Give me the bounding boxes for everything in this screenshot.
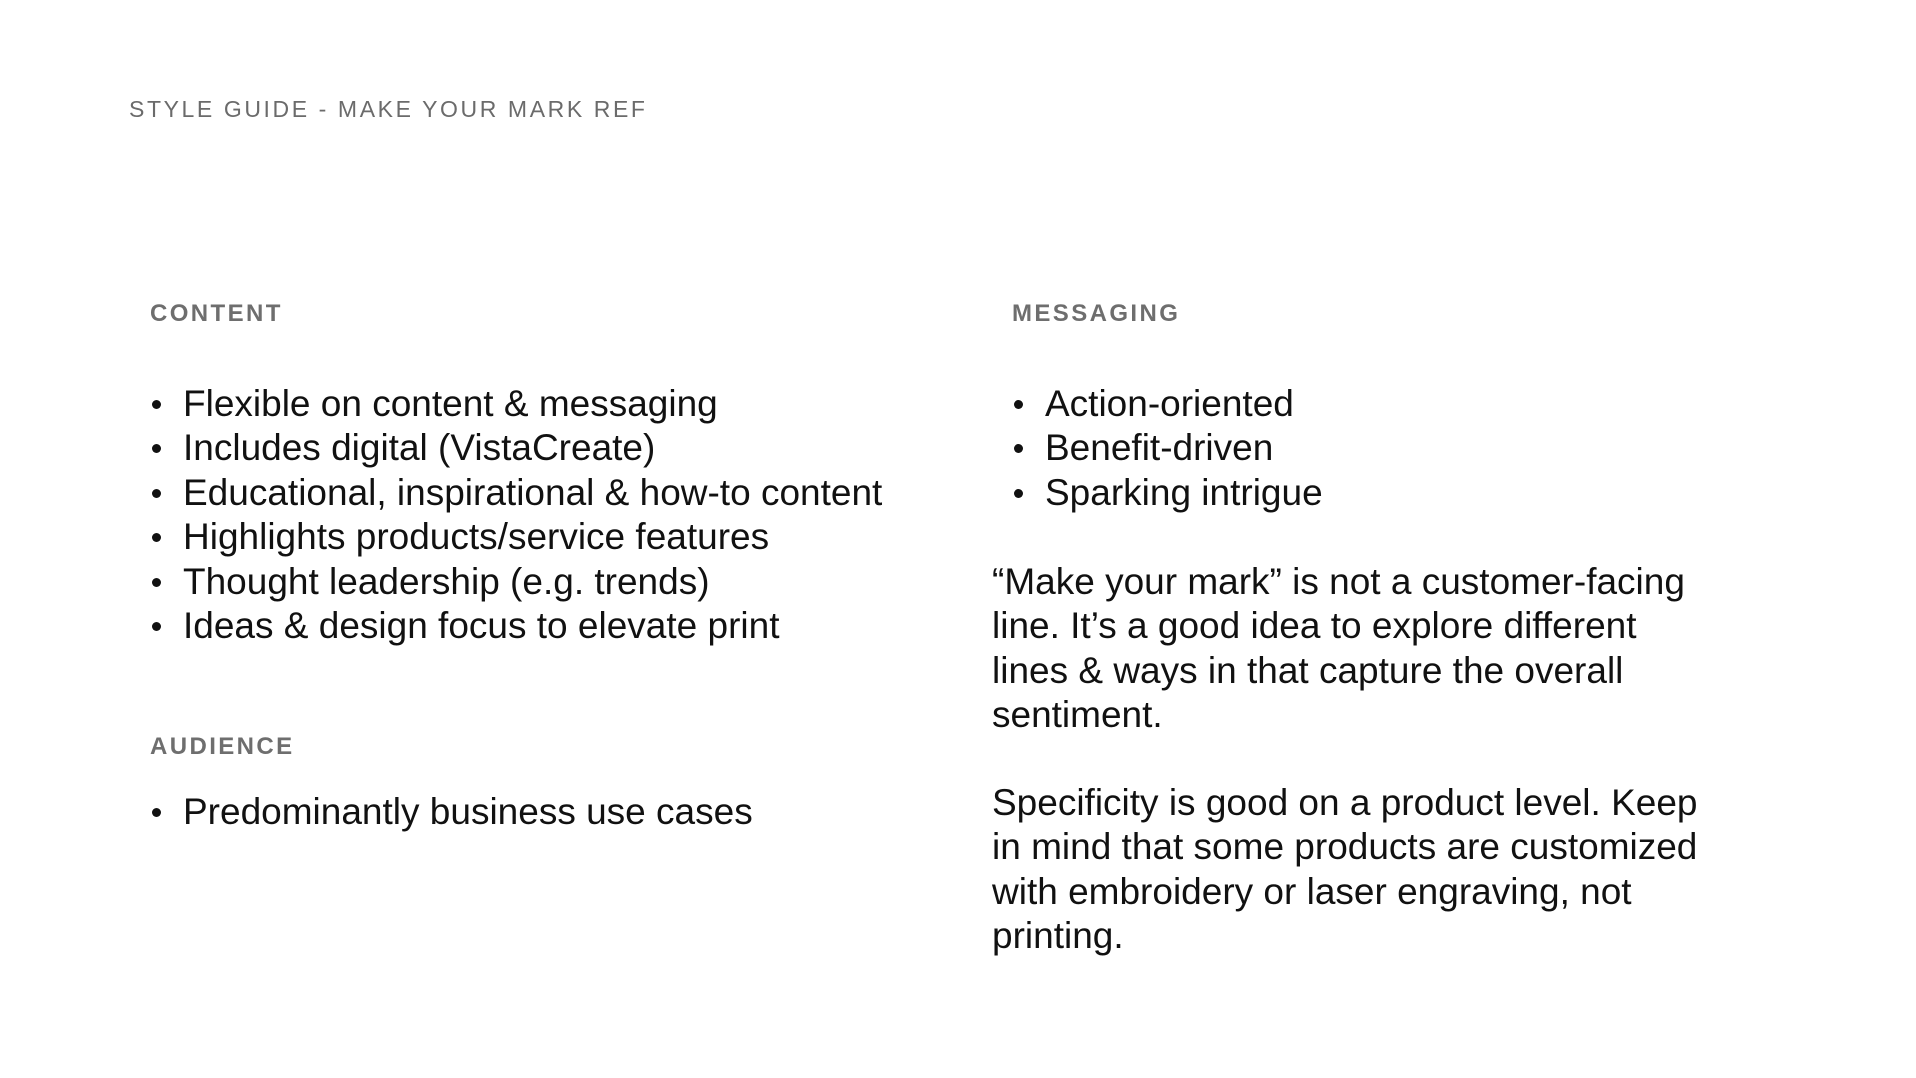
list-item-text: Highlights products/service features bbox=[183, 516, 770, 558]
list-item-text: Sparking intrigue bbox=[1045, 471, 1323, 513]
list-item-text: Educational, inspirational & how-to content bbox=[183, 471, 883, 513]
bullet-icon bbox=[1014, 444, 1023, 453]
list-item bbox=[150, 560, 882, 604]
list-item-text: Ideas & design focus to elevate print bbox=[183, 605, 780, 647]
bullet-icon bbox=[152, 533, 161, 542]
list-item-text: Includes digital (VistaCreate) bbox=[183, 427, 656, 469]
content-list bbox=[150, 382, 882, 648]
bullet-icon bbox=[152, 808, 161, 817]
bullet-icon bbox=[152, 578, 161, 587]
bullet-icon bbox=[152, 444, 161, 453]
list-item bbox=[150, 790, 753, 834]
messaging-paragraph: Specificity is good on a product level. Keep in mind that some products are customized with embroidery or laser engraving, not printing. bbox=[992, 782, 1698, 957]
list-item-text: Action-oriented bbox=[1045, 383, 1294, 424]
content-heading: CONTENT bbox=[150, 300, 283, 327]
bullet-icon bbox=[1014, 400, 1023, 409]
audience-heading: AUDIENCE bbox=[150, 733, 295, 760]
bullet-icon bbox=[152, 400, 161, 409]
list-item-text: Flexible on content & messaging bbox=[183, 383, 718, 424]
list-item bbox=[150, 515, 882, 559]
list-item bbox=[1012, 426, 1323, 470]
list-item-text: Benefit-driven bbox=[1045, 427, 1274, 469]
messaging-paragraph: “Make your mark” is not a customer-facing line. It’s a good idea to explore different lines & ways in that capture the overall sentiment. bbox=[992, 561, 1685, 736]
bullet-icon bbox=[152, 622, 161, 631]
audience-list bbox=[150, 790, 753, 834]
bullet-icon bbox=[152, 489, 161, 498]
messaging-heading: MESSAGING bbox=[1012, 300, 1181, 327]
list-item bbox=[150, 604, 882, 648]
list-item bbox=[150, 471, 882, 515]
messaging-list bbox=[1012, 382, 1323, 515]
bullet-icon bbox=[1014, 489, 1023, 498]
list-item bbox=[1012, 471, 1323, 515]
list-item bbox=[150, 382, 882, 426]
list-item bbox=[1012, 382, 1323, 426]
list-item-text: Thought leadership (e.g. trends) bbox=[183, 560, 710, 602]
list-item bbox=[150, 426, 882, 470]
list-item-text: Predominantly business use cases bbox=[183, 791, 753, 832]
page-header: STYLE GUIDE - MAKE YOUR MARK REF bbox=[129, 96, 648, 122]
